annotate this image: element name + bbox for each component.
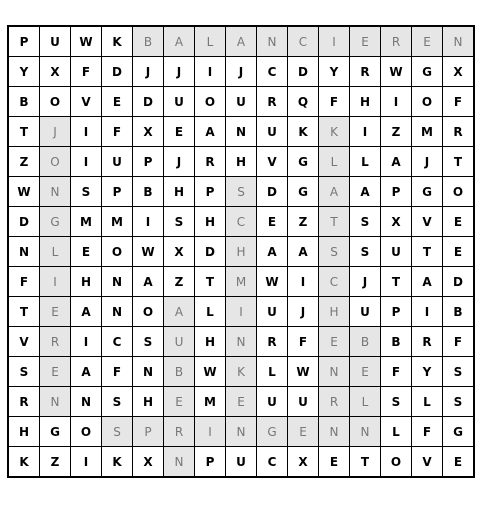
grid-cell[interactable]: G bbox=[412, 177, 443, 207]
grid-cell[interactable]: J bbox=[164, 147, 195, 177]
grid-cell[interactable]: I bbox=[350, 117, 381, 147]
grid-cell[interactable]: C bbox=[257, 447, 288, 478]
grid-cell[interactable]: W bbox=[133, 237, 164, 267]
grid-cell[interactable]: Z bbox=[8, 147, 40, 177]
grid-cell[interactable]: T bbox=[381, 267, 412, 297]
grid-cell-highlighted[interactable]: M bbox=[226, 267, 257, 297]
grid-cell[interactable]: F bbox=[71, 57, 102, 87]
grid-row bbox=[8, 26, 474, 57]
grid-cell[interactable]: A bbox=[257, 237, 288, 267]
grid-cell-highlighted[interactable]: O bbox=[40, 147, 71, 177]
grid-cell[interactable]: I bbox=[288, 267, 319, 297]
grid-cell-highlighted[interactable]: E bbox=[412, 26, 443, 57]
grid-cell[interactable]: U bbox=[226, 447, 257, 478]
grid-cell-highlighted[interactable]: E bbox=[319, 327, 350, 357]
grid-cell[interactable]: O bbox=[443, 177, 475, 207]
grid-cell[interactable]: L bbox=[412, 387, 443, 417]
grid-cell[interactable]: P bbox=[8, 26, 40, 57]
grid-cell-highlighted[interactable]: E bbox=[350, 26, 381, 57]
grid-row bbox=[8, 57, 474, 87]
grid-cell-highlighted[interactable]: C bbox=[288, 26, 319, 57]
grid-cell[interactable]: J bbox=[226, 57, 257, 87]
grid-cell-highlighted[interactable]: G bbox=[257, 417, 288, 447]
grid-cell-highlighted[interactable]: K bbox=[226, 357, 257, 387]
grid-cell[interactable]: P bbox=[195, 447, 226, 478]
grid-cell-highlighted[interactable]: N bbox=[350, 417, 381, 447]
grid-row bbox=[8, 117, 474, 147]
grid-cell-highlighted[interactable]: A bbox=[226, 26, 257, 57]
grid-cell[interactable]: E bbox=[443, 237, 475, 267]
grid-row bbox=[8, 327, 474, 357]
grid-cell[interactable]: U bbox=[257, 297, 288, 327]
grid-cell[interactable]: O bbox=[381, 447, 412, 478]
grid-cell-highlighted[interactable]: E bbox=[164, 387, 195, 417]
grid-cell[interactable]: S bbox=[102, 387, 133, 417]
grid-cell-highlighted[interactable]: B bbox=[350, 327, 381, 357]
grid-cell-highlighted[interactable]: J bbox=[40, 117, 71, 147]
grid-cell-highlighted[interactable]: S bbox=[102, 417, 133, 447]
grid-cell[interactable]: V bbox=[257, 147, 288, 177]
grid-cell[interactable]: R bbox=[443, 117, 475, 147]
grid-cell[interactable]: M bbox=[102, 207, 133, 237]
grid-cell-highlighted[interactable]: A bbox=[164, 26, 195, 57]
grid-cell-highlighted[interactable]: N bbox=[226, 417, 257, 447]
grid-cell[interactable]: R bbox=[412, 327, 443, 357]
grid-cell[interactable]: G bbox=[288, 147, 319, 177]
grid-row bbox=[8, 297, 474, 327]
grid-cell-highlighted[interactable]: S bbox=[319, 237, 350, 267]
grid-cell[interactable]: I bbox=[133, 207, 164, 237]
word-search-grid bbox=[7, 25, 475, 478]
grid-cell[interactable]: F bbox=[443, 87, 475, 117]
grid-cell[interactable]: I bbox=[195, 57, 226, 87]
grid-cell-highlighted[interactable]: P bbox=[133, 417, 164, 447]
grid-cell[interactable]: U bbox=[350, 297, 381, 327]
grid-cell[interactable]: N bbox=[71, 387, 102, 417]
grid-cell[interactable]: Y bbox=[319, 57, 350, 87]
grid-cell-highlighted[interactable]: K bbox=[319, 117, 350, 147]
grid-cell[interactable]: K bbox=[8, 447, 40, 478]
grid-cell-highlighted[interactable]: E bbox=[350, 357, 381, 387]
grid-cell[interactable]: H bbox=[8, 417, 40, 447]
grid-cell[interactable]: R bbox=[350, 57, 381, 87]
grid-cell[interactable]: L bbox=[350, 147, 381, 177]
grid-cell[interactable]: T bbox=[8, 117, 40, 147]
grid-cell[interactable]: A bbox=[381, 147, 412, 177]
grid-cell-highlighted[interactable]: S bbox=[226, 177, 257, 207]
grid-cell[interactable]: U bbox=[257, 117, 288, 147]
grid-cell[interactable]: Y bbox=[412, 357, 443, 387]
grid-cell[interactable]: R bbox=[257, 327, 288, 357]
grid-cell[interactable]: A bbox=[412, 267, 443, 297]
grid-cell[interactable]: B bbox=[443, 297, 475, 327]
grid-cell[interactable]: S bbox=[133, 327, 164, 357]
grid-cell[interactable]: U bbox=[102, 147, 133, 177]
grid-cell[interactable]: D bbox=[8, 207, 40, 237]
grid-cell-highlighted[interactable]: N bbox=[40, 177, 71, 207]
grid-cell[interactable]: F bbox=[381, 357, 412, 387]
grid-cell[interactable]: W bbox=[381, 57, 412, 87]
grid-cell-highlighted[interactable]: E bbox=[226, 387, 257, 417]
grid-cell[interactable]: F bbox=[443, 327, 475, 357]
grid-row bbox=[8, 177, 474, 207]
grid-cell-highlighted[interactable]: E bbox=[40, 357, 71, 387]
grid-cell-highlighted[interactable]: H bbox=[319, 297, 350, 327]
grid-cell[interactable]: A bbox=[71, 297, 102, 327]
grid-cell[interactable]: M bbox=[71, 207, 102, 237]
grid-cell[interactable]: J bbox=[412, 147, 443, 177]
grid-cell[interactable]: U bbox=[226, 87, 257, 117]
grid-cell[interactable]: A bbox=[350, 177, 381, 207]
grid-cell[interactable]: F bbox=[319, 87, 350, 117]
grid-cell[interactable]: X bbox=[133, 117, 164, 147]
grid-row bbox=[8, 237, 474, 267]
grid-cell[interactable]: P bbox=[102, 177, 133, 207]
grid-cell-highlighted[interactable]: E bbox=[40, 297, 71, 327]
grid-cell[interactable]: V bbox=[412, 447, 443, 478]
grid-cell[interactable]: N bbox=[133, 357, 164, 387]
grid-cell[interactable]: R bbox=[8, 387, 40, 417]
grid-cell[interactable]: D bbox=[288, 57, 319, 87]
grid-cell[interactable]: S bbox=[443, 357, 475, 387]
grid-cell[interactable]: P bbox=[133, 147, 164, 177]
grid-cell[interactable]: K bbox=[102, 26, 133, 57]
grid-cell[interactable]: G bbox=[288, 177, 319, 207]
grid-cell[interactable]: I bbox=[381, 87, 412, 117]
grid-cell[interactable]: N bbox=[226, 117, 257, 147]
grid-cell[interactable]: R bbox=[257, 87, 288, 117]
grid-cell-highlighted[interactable]: T bbox=[319, 207, 350, 237]
grid-cell[interactable]: V bbox=[71, 87, 102, 117]
grid-cell[interactable]: C bbox=[102, 327, 133, 357]
grid-cell[interactable]: V bbox=[412, 207, 443, 237]
grid-row bbox=[8, 387, 474, 417]
grid-cell[interactable]: E bbox=[443, 207, 475, 237]
grid-cell-highlighted[interactable]: E bbox=[288, 417, 319, 447]
grid-cell[interactable]: N bbox=[102, 267, 133, 297]
grid-cell[interactable]: A bbox=[133, 267, 164, 297]
grid-cell[interactable]: Z bbox=[40, 447, 71, 478]
grid-cell-highlighted[interactable]: I bbox=[40, 267, 71, 297]
grid-cell-highlighted[interactable]: L bbox=[319, 147, 350, 177]
grid-cell[interactable]: E bbox=[257, 207, 288, 237]
grid-cell-highlighted[interactable]: N bbox=[257, 26, 288, 57]
grid-row bbox=[8, 447, 474, 478]
grid-cell-highlighted[interactable]: I bbox=[195, 417, 226, 447]
grid-cell[interactable]: X bbox=[443, 57, 475, 87]
grid-cell[interactable]: W bbox=[8, 177, 40, 207]
grid-cell[interactable]: J bbox=[164, 57, 195, 87]
grid-cell[interactable]: A bbox=[195, 117, 226, 147]
grid-cell[interactable]: X bbox=[133, 447, 164, 478]
grid-cell[interactable]: D bbox=[257, 177, 288, 207]
grid-cell-highlighted[interactable]: I bbox=[319, 26, 350, 57]
grid-cell[interactable]: G bbox=[40, 417, 71, 447]
grid-cell[interactable]: O bbox=[71, 417, 102, 447]
grid-cell-highlighted[interactable]: R bbox=[319, 387, 350, 417]
grid-cell-highlighted[interactable]: L bbox=[195, 26, 226, 57]
grid-cell[interactable]: O bbox=[102, 237, 133, 267]
grid-cell[interactable]: X bbox=[288, 447, 319, 478]
grid-cell[interactable]: K bbox=[102, 447, 133, 478]
grid-cell-highlighted[interactable]: G bbox=[40, 207, 71, 237]
grid-cell[interactable]: E bbox=[319, 447, 350, 478]
grid-cell[interactable]: T bbox=[412, 237, 443, 267]
grid-cell[interactable]: E bbox=[102, 87, 133, 117]
grid-cell-highlighted[interactable]: A bbox=[164, 297, 195, 327]
grid-cell[interactable]: E bbox=[71, 237, 102, 267]
grid-cell-highlighted[interactable]: C bbox=[226, 207, 257, 237]
grid-cell[interactable]: R bbox=[195, 147, 226, 177]
grid-cell-highlighted[interactable]: N bbox=[319, 357, 350, 387]
grid-cell[interactable]: T bbox=[195, 267, 226, 297]
grid-cell[interactable]: A bbox=[288, 237, 319, 267]
grid-cell[interactable]: D bbox=[195, 237, 226, 267]
grid-cell[interactable]: F bbox=[412, 417, 443, 447]
grid-cell[interactable]: X bbox=[40, 57, 71, 87]
grid-cell-highlighted[interactable]: L bbox=[350, 387, 381, 417]
grid-cell[interactable]: L bbox=[195, 297, 226, 327]
grid-cell[interactable]: H bbox=[226, 147, 257, 177]
grid-cell-highlighted[interactable]: N bbox=[443, 26, 475, 57]
grid-row bbox=[8, 357, 474, 387]
grid-cell[interactable]: U bbox=[288, 387, 319, 417]
grid-row bbox=[8, 417, 474, 447]
grid-cell[interactable]: V bbox=[8, 327, 40, 357]
grid-cell[interactable]: P bbox=[381, 177, 412, 207]
grid-cell-highlighted[interactable]: I bbox=[226, 297, 257, 327]
grid-cell[interactable]: S bbox=[381, 387, 412, 417]
grid-cell[interactable]: I bbox=[71, 447, 102, 478]
word-search-grid-body bbox=[8, 26, 474, 477]
grid-cell[interactable]: Z bbox=[381, 117, 412, 147]
grid-cell[interactable]: N bbox=[8, 237, 40, 267]
grid-cell[interactable]: I bbox=[71, 327, 102, 357]
grid-cell-highlighted[interactable]: N bbox=[40, 387, 71, 417]
grid-cell[interactable]: B bbox=[8, 87, 40, 117]
grid-cell[interactable]: I bbox=[71, 147, 102, 177]
grid-cell[interactable]: U bbox=[164, 87, 195, 117]
grid-cell[interactable]: Y bbox=[8, 57, 40, 87]
grid-cell-highlighted[interactable]: R bbox=[164, 417, 195, 447]
grid-cell[interactable]: W bbox=[257, 267, 288, 297]
grid-cell[interactable]: D bbox=[443, 267, 475, 297]
grid-cell[interactable]: J bbox=[350, 267, 381, 297]
grid-cell-highlighted[interactable]: B bbox=[133, 26, 164, 57]
grid-cell[interactable]: S bbox=[8, 357, 40, 387]
grid-cell[interactable]: Q bbox=[288, 87, 319, 117]
grid-cell-highlighted[interactable]: H bbox=[226, 237, 257, 267]
grid-cell[interactable]: H bbox=[71, 267, 102, 297]
grid-cell[interactable]: D bbox=[133, 87, 164, 117]
grid-cell[interactable]: K bbox=[288, 117, 319, 147]
grid-cell[interactable]: Z bbox=[288, 207, 319, 237]
grid-cell[interactable]: G bbox=[443, 417, 475, 447]
grid-cell-highlighted[interactable]: R bbox=[381, 26, 412, 57]
grid-cell[interactable]: A bbox=[71, 357, 102, 387]
grid-cell[interactable]: T bbox=[8, 297, 40, 327]
grid-cell[interactable]: P bbox=[381, 297, 412, 327]
grid-cell[interactable]: S bbox=[71, 177, 102, 207]
grid-cell[interactable]: B bbox=[133, 177, 164, 207]
grid-cell[interactable]: O bbox=[412, 87, 443, 117]
grid-row bbox=[8, 267, 474, 297]
grid-cell[interactable]: J bbox=[288, 297, 319, 327]
grid-cell-highlighted[interactable]: N bbox=[164, 447, 195, 478]
grid-cell-highlighted[interactable]: N bbox=[226, 327, 257, 357]
grid-cell[interactable]: W bbox=[71, 26, 102, 57]
grid-cell[interactable]: W bbox=[195, 357, 226, 387]
grid-cell[interactable]: O bbox=[133, 297, 164, 327]
grid-cell[interactable]: D bbox=[102, 57, 133, 87]
grid-cell[interactable]: W bbox=[288, 357, 319, 387]
grid-cell[interactable]: F bbox=[288, 327, 319, 357]
grid-cell-highlighted[interactable]: B bbox=[164, 357, 195, 387]
grid-cell[interactable]: M bbox=[412, 117, 443, 147]
grid-cell[interactable]: F bbox=[8, 267, 40, 297]
grid-row bbox=[8, 87, 474, 117]
grid-cell-highlighted[interactable]: R bbox=[40, 327, 71, 357]
grid-cell-highlighted[interactable]: N bbox=[319, 417, 350, 447]
grid-cell[interactable]: G bbox=[412, 57, 443, 87]
grid-cell[interactable]: C bbox=[257, 57, 288, 87]
grid-cell[interactable]: H bbox=[350, 87, 381, 117]
grid-cell[interactable]: U bbox=[40, 26, 71, 57]
grid-cell[interactable]: H bbox=[164, 177, 195, 207]
grid-cell[interactable]: X bbox=[164, 237, 195, 267]
grid-cell[interactable]: S bbox=[350, 237, 381, 267]
grid-cell[interactable]: U bbox=[257, 387, 288, 417]
grid-cell-highlighted[interactable]: L bbox=[40, 237, 71, 267]
grid-cell[interactable]: E bbox=[164, 117, 195, 147]
grid-cell-highlighted[interactable]: U bbox=[164, 327, 195, 357]
grid-cell[interactable]: J bbox=[133, 57, 164, 87]
grid-cell[interactable]: M bbox=[195, 387, 226, 417]
grid-cell[interactable]: S bbox=[164, 207, 195, 237]
grid-cell[interactable]: U bbox=[381, 237, 412, 267]
grid-row bbox=[8, 147, 474, 177]
grid-row bbox=[8, 207, 474, 237]
grid-cell[interactable]: Z bbox=[164, 267, 195, 297]
grid-cell[interactable]: O bbox=[195, 87, 226, 117]
grid-cell[interactable]: S bbox=[350, 207, 381, 237]
grid-cell[interactable]: N bbox=[102, 297, 133, 327]
grid-cell[interactable]: O bbox=[40, 87, 71, 117]
grid-cell[interactable]: I bbox=[412, 297, 443, 327]
grid-cell[interactable]: S bbox=[443, 387, 475, 417]
grid-cell[interactable]: F bbox=[102, 117, 133, 147]
grid-cell[interactable]: X bbox=[381, 207, 412, 237]
grid-cell[interactable]: T bbox=[443, 147, 475, 177]
grid-cell[interactable]: L bbox=[381, 417, 412, 447]
grid-cell[interactable]: B bbox=[381, 327, 412, 357]
grid-cell[interactable]: H bbox=[195, 327, 226, 357]
grid-cell-highlighted[interactable]: C bbox=[319, 267, 350, 297]
grid-cell[interactable]: E bbox=[443, 447, 475, 478]
grid-cell[interactable]: H bbox=[133, 387, 164, 417]
grid-cell[interactable]: I bbox=[71, 117, 102, 147]
grid-cell[interactable]: P bbox=[195, 177, 226, 207]
grid-cell[interactable]: L bbox=[257, 357, 288, 387]
grid-cell[interactable]: F bbox=[102, 357, 133, 387]
grid-cell-highlighted[interactable]: A bbox=[319, 177, 350, 207]
grid-cell[interactable]: H bbox=[195, 207, 226, 237]
grid-cell[interactable]: T bbox=[350, 447, 381, 478]
